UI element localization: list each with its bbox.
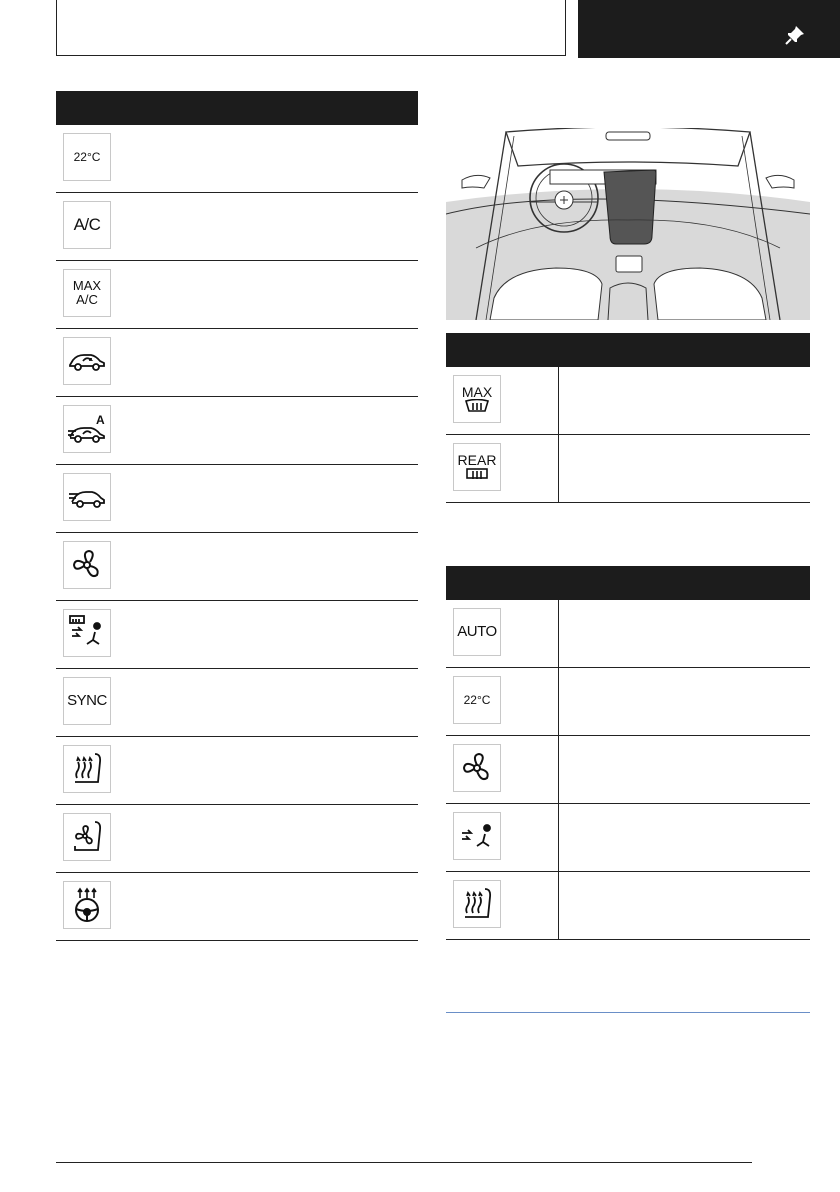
ac-icon: A/C xyxy=(63,201,111,249)
table-row xyxy=(446,736,810,804)
table-row xyxy=(446,600,810,668)
temperature-icon: 22°C xyxy=(63,133,111,181)
table-row xyxy=(56,261,418,329)
temperature-icon: 22°C xyxy=(453,676,501,724)
windshield-defrost-icon xyxy=(464,399,490,413)
table-row xyxy=(446,367,810,435)
left-table-header xyxy=(56,91,418,125)
auto-icon: AUTO xyxy=(453,608,501,656)
table-row xyxy=(56,397,418,465)
table-row xyxy=(56,601,418,669)
cockpit-illustration xyxy=(446,128,810,320)
footer-rule xyxy=(56,1162,752,1163)
table-row xyxy=(56,669,418,737)
table-row xyxy=(56,805,418,873)
fan-icon xyxy=(63,541,111,589)
table-row xyxy=(56,533,418,601)
table-row xyxy=(446,435,810,503)
rear-table xyxy=(446,600,810,940)
pin-icon[interactable] xyxy=(784,24,806,46)
air-distribution-icon xyxy=(453,812,501,860)
table-row xyxy=(56,329,418,397)
seat-ventilation-icon xyxy=(63,813,111,861)
recirculation-icon xyxy=(63,337,111,385)
max-ac-label-bottom: A/C xyxy=(76,292,98,307)
max-defrost-icon xyxy=(453,375,501,423)
outside-air-icon xyxy=(63,473,111,521)
table-row xyxy=(56,873,418,941)
table-row xyxy=(56,125,418,193)
section-end-rule xyxy=(446,1012,810,1013)
table-row xyxy=(56,465,418,533)
table-row xyxy=(446,804,810,872)
left-table xyxy=(56,125,418,937)
svg-text:A: A xyxy=(96,413,105,427)
header-title-box xyxy=(56,0,566,56)
defrost-table xyxy=(446,367,810,503)
rear-window-icon xyxy=(464,467,490,481)
sync-icon: SYNC xyxy=(63,677,111,725)
table-row xyxy=(56,737,418,805)
table-row xyxy=(56,193,418,261)
fan-icon xyxy=(453,744,501,792)
rear-defrost-label: REAR xyxy=(457,451,497,468)
defrost-table-header xyxy=(446,333,810,367)
max-ac-icon xyxy=(63,269,111,317)
air-distribution-icon xyxy=(63,609,111,657)
seat-heating-icon xyxy=(453,880,501,928)
rear-window-defrost-icon xyxy=(453,443,501,491)
seat-heating-icon xyxy=(63,745,111,793)
auto-recirculation-icon xyxy=(63,405,111,453)
table-row xyxy=(446,668,810,736)
max-defrost-label: MAX xyxy=(461,383,493,400)
max-ac-label-top: MAX xyxy=(72,278,102,294)
section-tab xyxy=(578,0,840,58)
rear-table-header xyxy=(446,566,810,600)
table-row xyxy=(446,872,810,940)
steering-wheel-heating-icon xyxy=(63,881,111,929)
